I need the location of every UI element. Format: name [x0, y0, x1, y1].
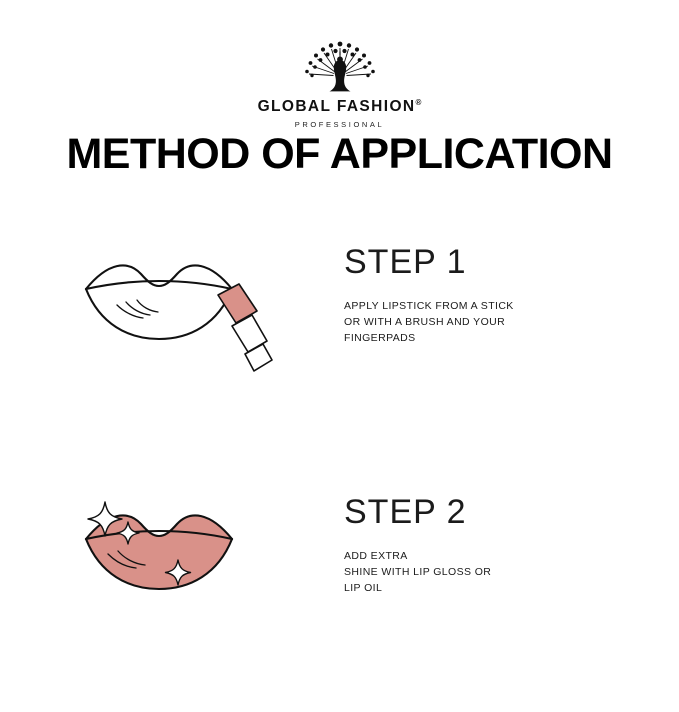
step-2	[0, 482, 679, 712]
step-1-body-line-2: OR WITH A BRUSH AND YOUR	[344, 316, 506, 328]
brand-subtitle: PROFESSIONAL	[294, 120, 385, 130]
brand-name-text: GLOBAL FASHION	[257, 98, 416, 116]
step-2-body-line-2: SHINE WITH LIP GLOSS OR	[344, 566, 492, 578]
step-1-body-line-3: FINGERPADS	[344, 332, 416, 344]
lips-with-lipstick-icon	[62, 232, 312, 412]
step-1-body	[344, 298, 644, 346]
step-1-text	[344, 244, 644, 346]
peacock-icon	[295, 40, 385, 96]
registered-mark: ®	[415, 98, 422, 107]
glossy-lips-with-sparkles-icon	[62, 482, 312, 662]
step-2-body-line-1: ADD EXTRA	[344, 550, 408, 562]
step-2-heading: STEP 2	[344, 493, 467, 531]
step-2-body-line-3: LIP OIL	[344, 582, 383, 594]
step-1	[0, 232, 679, 462]
page-title: METHOD OF APPLICATION	[66, 130, 613, 178]
brand-name	[258, 98, 422, 116]
step-1-body-line-1: APPLY LIPSTICK FROM A STICK	[344, 300, 514, 312]
step-2-text	[344, 494, 644, 596]
brand-header	[0, 40, 679, 129]
step-1-heading: STEP 1	[344, 243, 467, 281]
step-2-body	[344, 548, 644, 596]
